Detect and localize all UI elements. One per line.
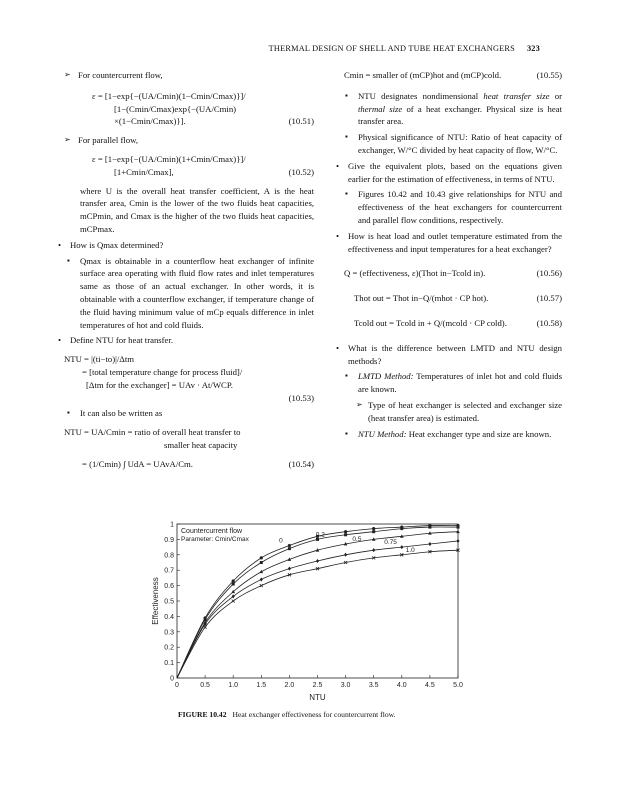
equation-10-57	[334, 292, 562, 305]
where-paragraph: where U is the overall heat transfer coefficient, A is the heat transfer area, Cmin is the lower of the two fluids heat capacities, mCPmin, and Cmax is the higher of the two fluids heat capacities, mCPmax.	[80, 185, 314, 234]
eq53-number: (10.53)	[288, 392, 314, 403]
x-tick-label: 4.5	[425, 682, 435, 689]
equation-10-56	[334, 267, 562, 280]
eq52-line1: ε = [1−exp{−(UA/Cmin)(1+Cmin/Cmax)}]/	[92, 153, 246, 164]
eq57-body: Thot out = Thot in−Q/(mhot · CP hot).	[354, 293, 489, 304]
page-number: 323	[526, 44, 540, 53]
data-point	[372, 527, 375, 530]
series-label-1.0: 1.0	[405, 546, 415, 554]
y-tick-label: 0.6	[164, 583, 174, 591]
y-tick-label: 0.7	[164, 567, 174, 575]
series-label-0.5: 0.5	[352, 536, 362, 544]
equation-10-51	[56, 90, 314, 128]
figures-answer: ▪ Figures 10.42 and 10.43 give relationships for NTU and effectiveness of the heat exchangers for countercurrent and parallel flow conditions, respectively.	[334, 188, 562, 226]
countercurrent-label: ➢ For countercurrent flow,	[56, 69, 314, 82]
eq56-body: Q = (effectiveness, ε)(Thot in−Tcold in).	[344, 268, 486, 279]
x-tick-label: 0.5	[200, 682, 210, 689]
x-tick-label: 0	[175, 682, 179, 689]
ntu3-line: = (1/Cmin) ∫ UdA = UAvA/Cm.	[82, 458, 193, 469]
data-point	[344, 530, 347, 533]
x-tick-label: 1.5	[256, 682, 267, 689]
data-point	[288, 567, 291, 571]
ntu-desig-or: or	[549, 90, 562, 101]
data-point	[260, 561, 263, 564]
eq52-line2: [1+Cmin/Cmax],	[114, 166, 174, 177]
ntu-designation	[334, 90, 562, 128]
ntu-desig-pre: NTU designates nondimensional	[358, 90, 484, 101]
caption-label: FIGURE 10.42	[178, 710, 227, 719]
eq52-number: (10.52)	[288, 166, 314, 177]
chart-title: Countercurrent flow	[181, 528, 243, 535]
equation-10-58	[334, 317, 562, 330]
chart-subtitle: Parameter: Cmin/Cmax	[181, 536, 249, 543]
equation-10-55	[334, 69, 562, 82]
type-hx: ➢ Type of heat exchanger is selected and exchanger size (heat transfer area) is estimated.	[334, 399, 562, 425]
data-point	[288, 547, 291, 550]
data-point	[456, 539, 459, 543]
right-column	[334, 66, 562, 443]
eq51-line1: ε = [1−exp{−(UA/Cmin)(1−Cmin/Cmax)}]/	[92, 90, 246, 101]
answer-qmax: ▪ Qmax is obtainable in a counterflow heat exchanger of infinite surface area operating with fluid flow rates and inlet temperatures same as those of an actual exchanger. In other words, it is obtainable with a counterflow exchanger, if temperature change of the fluid having minimum value of mCp equals difference in inlet temperatures of hot and cold fluids.	[56, 255, 314, 332]
x-tick-label: 4.0	[396, 682, 407, 689]
eq51-line3: ×(1−Cmin/Cmax)}].	[114, 116, 186, 127]
x-tick-label: 3.0	[340, 682, 351, 689]
data-point	[204, 626, 207, 629]
chart-svg	[150, 516, 470, 706]
ntu-desig-italic: heat transfer size	[483, 90, 550, 101]
data-point	[260, 556, 263, 559]
figure-caption	[178, 710, 396, 719]
ntu-method	[334, 428, 562, 441]
data-point	[428, 542, 431, 546]
data-point	[232, 579, 235, 582]
ntu-line2: = [total temperature change for process fluid]/	[82, 366, 243, 377]
data-point	[288, 544, 291, 547]
series-label-0.75: 0.75	[384, 539, 397, 547]
ntu-line3: [Δtm for the exchanger] = UAv · At/WCP.	[86, 379, 233, 390]
caption-text: Heat exchanger effectiveness for countercurrent flow.	[232, 710, 396, 719]
series-label-0.2: 0.2	[315, 531, 325, 539]
effectiveness-chart	[150, 516, 470, 706]
lmtd-method-text: Temperatures of inlet hot and cold fluids are known.	[358, 371, 563, 395]
left-column	[56, 66, 314, 474]
data-point	[316, 559, 319, 563]
cmin-eq: Cmin = smaller of (mCP)hot and (mCP)cold.	[344, 70, 502, 80]
header-title: THERMAL DESIGN OF SHELL AND TUBE HEAT EXCHANGERS	[268, 44, 515, 53]
y-tick-label: 0.1	[164, 660, 174, 668]
equation-10-53	[56, 353, 314, 404]
lmtd-method	[334, 370, 562, 396]
y-tick-label: 0.2	[164, 644, 174, 652]
y-tick-label: 0	[170, 675, 174, 683]
parallel-label: ➢ For parallel flow,	[56, 134, 314, 147]
eq54-number: (10.54)	[288, 458, 314, 469]
y-tick-label: 0.8	[164, 552, 174, 560]
eq51-number: (10.51)	[288, 116, 314, 127]
also-written: ▪ It can also be written as	[56, 407, 314, 420]
ntu2-line2: smaller heat capacity	[164, 439, 238, 450]
series-label-0: 0	[279, 537, 283, 545]
x-tick-label: 2.5	[312, 682, 323, 689]
y-tick-label: 0.4	[164, 613, 174, 621]
data-point	[400, 545, 403, 549]
data-point	[400, 527, 403, 530]
eq56-number: (10.56)	[536, 268, 562, 279]
data-point	[232, 600, 235, 603]
data-point	[344, 553, 347, 557]
data-point	[232, 594, 235, 598]
lmtd-method-label: LMTD Method:	[358, 371, 414, 382]
data-point	[232, 583, 235, 586]
x-tick-label: 3.5	[368, 682, 379, 689]
data-point	[457, 526, 460, 529]
ntu-desig-italic2: thermal size	[358, 103, 403, 114]
equation-ntu-ratio	[56, 426, 314, 452]
ntu2-line1: NTU = UA/Cmin = ratio of overall heat transfer to	[64, 427, 241, 438]
eq58-body: Tcold out = Tcold in + Q/(mcold · CP cold).	[354, 317, 507, 328]
data-point	[372, 548, 375, 552]
eq55-number: (10.55)	[536, 70, 562, 80]
series-line-0.5	[177, 532, 458, 678]
physical-significance: ▪ Physical significance of NTU: Ratio of heat capacity of exchanger, W/°C divided by heat capacity of flow, W/°C.	[334, 131, 562, 157]
data-point	[372, 530, 375, 533]
plot-frame	[177, 524, 458, 678]
y-tick-label: 0.3	[164, 629, 174, 637]
equation-10-54	[56, 458, 314, 471]
eq57-number: (10.57)	[536, 293, 562, 304]
data-point	[344, 533, 347, 536]
y-axis-label: Effectiveness	[151, 577, 160, 625]
question-qmax: • How is Qmax determined?	[56, 239, 314, 252]
question-ntu: • Define NTU for heat transfer.	[56, 334, 314, 347]
ntu-desig-post: of a heat exchanger. Physical size is heat transfer area.	[358, 103, 563, 127]
running-header	[269, 44, 540, 53]
data-point	[260, 577, 263, 581]
question-lmtd: • What is the difference between LMTD and NTU design methods?	[334, 342, 562, 368]
question-plots: • Give the equivalent plots, based on the equations given earlier for the estimation of effectiveness, in terms of NTU.	[334, 160, 562, 186]
x-tick-label: 2.0	[284, 682, 295, 689]
x-axis-label: NTU	[309, 693, 326, 702]
eq58-number: (10.58)	[536, 317, 562, 328]
ntu-method-text: Heat exchanger type and size are known.	[406, 428, 552, 439]
question-heat-load: • How is heat load and outlet temperature estimated from the effectiveness and input temperatures for a heat exchanger?	[334, 230, 562, 256]
data-point	[428, 526, 431, 529]
series-line-1.0	[177, 550, 458, 678]
y-tick-label: 1	[170, 521, 174, 529]
x-tick-label: 5.0	[453, 682, 463, 689]
ntu-method-label: NTU Method:	[358, 428, 407, 439]
x-tick-label: 1.0	[228, 682, 239, 689]
y-tick-label: 0.9	[164, 536, 174, 544]
eq51-line2: [1−(Cmin/Cmax)exp{−(UA/Cmin)	[114, 103, 237, 114]
data-point	[260, 584, 263, 587]
equation-10-52	[56, 153, 314, 179]
y-tick-label: 0.5	[164, 598, 174, 606]
ntu-line1: NTU = |(ti−to)|/Δtm	[64, 354, 135, 365]
